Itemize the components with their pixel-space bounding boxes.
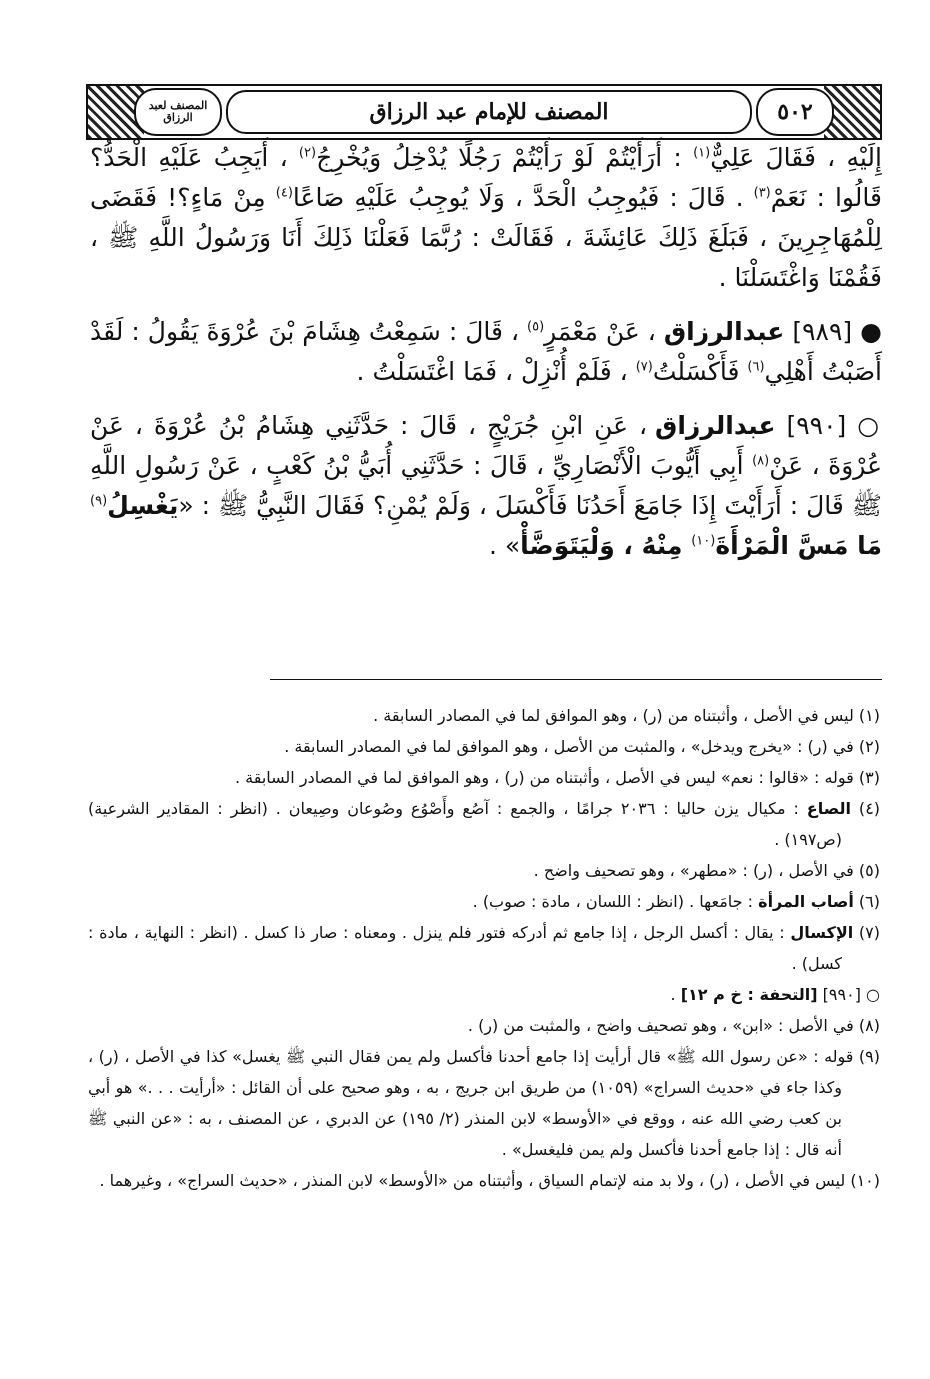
text-run: . (670, 985, 681, 1004)
footnote-separator (270, 679, 882, 680)
footnote-ref: (٢) (298, 145, 317, 161)
footnote-ref: (٩) (90, 493, 108, 509)
footnote (88, 793, 880, 855)
paragraph (90, 138, 882, 298)
footnote (88, 886, 880, 917)
bold-term: عبدالرزاق (663, 317, 785, 346)
footnote-ref: (١٠) (691, 533, 716, 549)
footnote-ref: (٤) (275, 185, 293, 201)
running-header (86, 84, 882, 140)
footnote-ref: (٣) (753, 185, 771, 201)
text-run: ، أَيَجِبُ عَلَيْهِ الْحَدُّ؟ قَالُوا : نَعَمْ (90, 143, 882, 212)
footnote (88, 979, 880, 1010)
text-run: ○ [٩٩٠] (817, 985, 880, 1004)
text-run: (٧) (853, 923, 880, 942)
footnote-ref: (١) (693, 145, 711, 161)
paragraph (90, 312, 882, 392)
text-run: : جامَعها . (انظر : اللسان ، مادة : صوب) . (472, 892, 759, 911)
book-title: المصنف للإمام عبد الرزاق (226, 90, 752, 134)
footnote-ref: (٥) (527, 319, 545, 335)
text-run: إِلَيْهِ ، فَقَالَ عَلِيٌّ (710, 143, 882, 172)
text-run: (١٠) ليس في الأصل ، (ر) ، ولا بد منه لإتمام السياق ، وأثبتناه من «الأوسط» لابن المنذر ، «حديث السراج» ، وغيرهما . (99, 1171, 880, 1190)
bold-term: يَغْسِلُ (107, 491, 179, 520)
bold-term: الإكسال (790, 923, 854, 942)
bold-term: [التحفة : خ م ١٢] (680, 985, 818, 1004)
text-run: . قَالَ : فَيُوجِبُ الْحَدَّ ، وَلَا يُوجِبُ عَلَيْهِ صَاعًا (292, 183, 754, 212)
bold-term: عبدالرزاق (655, 411, 776, 440)
book-logo: المصنف لعبد الرزاق (134, 88, 222, 136)
text-run: ، قَالَ : سَمِعْتُ هِشَامَ بْنَ عُرْوَةَ يَقُولُ : لَقَدْ أَصَبْتُ أَهْلِي (90, 317, 882, 386)
text-run: : مكيال يزن حاليا : ٢٠٣٦ جرامًا ، والجمع : آصُع وأَصْوُع وصُوعان وصِيعان . (انظر : المقادير الشرعية) (ص١٩٧) . (88, 799, 842, 849)
bold-term: أصاب المرأة (758, 892, 854, 911)
text-run: (٥) في الأصل ، (ر) : «مطهر» ، وهو تصحيف واضح . (533, 861, 880, 880)
text-run: ، عَنْ مَعْمَرٍ (544, 317, 664, 346)
bold-term: مِنْهُ ، وَلْيَتَوَضَّأْ (520, 531, 692, 560)
text-run: (٦) (853, 892, 880, 911)
text-run: مِنْ مَاءٍ؟! فَقَضَى لِلْمُهَاجِرِينَ ، فَبَلَغَ ذَلِكَ عَائِشَةَ ، فَقَالَتْ : رُبَّمَا فَعَلْنَا ذَلِكَ أَنَا وَرَسُولُ اللَّهِ ﷺ ، فَقُمْنَا وَاغْتَسَلْنَا . (90, 183, 882, 292)
text-run: ○ [٩٩٠] (775, 411, 883, 440)
footnote (88, 1041, 880, 1165)
text-run: » . (488, 531, 521, 560)
page-number: ٥٠٢ (756, 88, 834, 136)
footnote (88, 700, 880, 731)
paragraph (90, 406, 882, 566)
text-run: : يقال : أكسل الرجل ، إذا جامع ثم أدركه فتور فلم ينزل . ومعناه : صار ذا كسل . (انظر : النهاية ، مادة : كسل) . (88, 923, 842, 973)
footnote (88, 855, 880, 886)
text-run: : أَرَأَيْتُمْ لَوْ رَأَيْتُمْ رَجُلًا يُدْخِلُ وَيُخْرِجُ (316, 143, 694, 172)
footnote-ref: (٨) (752, 453, 770, 469)
text-run: (٤) (851, 799, 881, 818)
text-run: (٩) قوله : «عن رسول الله ﷺ» قال أرأيت إذا جامع أحدنا فأكسل ولم يمن فقال النبي ﷺ يغسل» كذا في الأصل ، (ر) ، وكذا جاء في «حديث السراج» (١٠٥٩) من طريق ابن جريج ، به ، وهو صحيح على أن القائل : «أرأيت . . .» هو أبي بن كعب رضي الله عنه ، ووقع في «الأوسط» لابن المنذر (٢/ ١٩٥) عن الدبري ، عن المصنف ، به : «عن النبي ﷺ أنه قال : إذا جامع أحدنا فأكسل ولم يمن فليغسل» . (88, 1047, 880, 1159)
footnote (88, 762, 880, 793)
footnote (88, 917, 880, 979)
text-run: (١) ليس في الأصل ، وأثبتناه من (ر) ، وهو الموافق لما في المصادر السابقة . (373, 706, 880, 725)
footnote-ref: (٦) (747, 359, 765, 375)
text-run: ، فَلَمْ أُنْزِلْ ، فَمَا اغْتَسَلْتُ . (356, 357, 636, 386)
footnotes (88, 700, 880, 1196)
bold-term: مَا مَسَّ الْمَرْأَةَ (715, 531, 882, 560)
text-run: (٨) في الأصل : «ابن» ، وهو تصحيف واضح ، والمثبت من (ر) . (467, 1016, 880, 1035)
text-run: ● [٩٨٩] (784, 317, 882, 346)
text-run: (٣) قوله : «قالوا : نعم» ليس في الأصل ، وأثبتناه من (ر) ، وهو الموافق لما في المصادر السابقة . (234, 768, 880, 787)
main-text (90, 138, 882, 580)
bold-term: الصاع (806, 799, 851, 818)
text-run: ، عَنِ ابْنِ جُرَيْجٍ ، قَالَ : حَدَّثَنِي هِشَامُ بْنُ عُرْوَةَ ، عَنْ عُرْوَةَ ، عَنْ (90, 411, 882, 480)
text-run: (٢) في (ر) : «يخرج ويدخل» ، والمثبت من الأصل ، وهو الموافق لما في المصادر السابقة . (284, 737, 880, 756)
text-run: أَبِي أَيُّوبَ الْأَنْصَارِيِّ ، قَالَ : حَدَّثَنِي أُبَيُّ بْنُ كَعْبٍ ، عَنْ رَسُولِ اللَّهِ ﷺ قَالَ : أَرَأَيْتَ إِذَا جَامَعَ أَحَدُنَا فَأَكْسَلَ ، وَلَمْ يُمْنِ؟ فَقَالَ النَّبِيُّ ﷺ : « (90, 451, 882, 520)
footnote (88, 1010, 880, 1041)
footnote-ref: (٧) (635, 359, 653, 375)
footnote (88, 1165, 880, 1196)
footnote (88, 731, 880, 762)
text-run: فَأَكْسَلْتُ (652, 357, 748, 386)
